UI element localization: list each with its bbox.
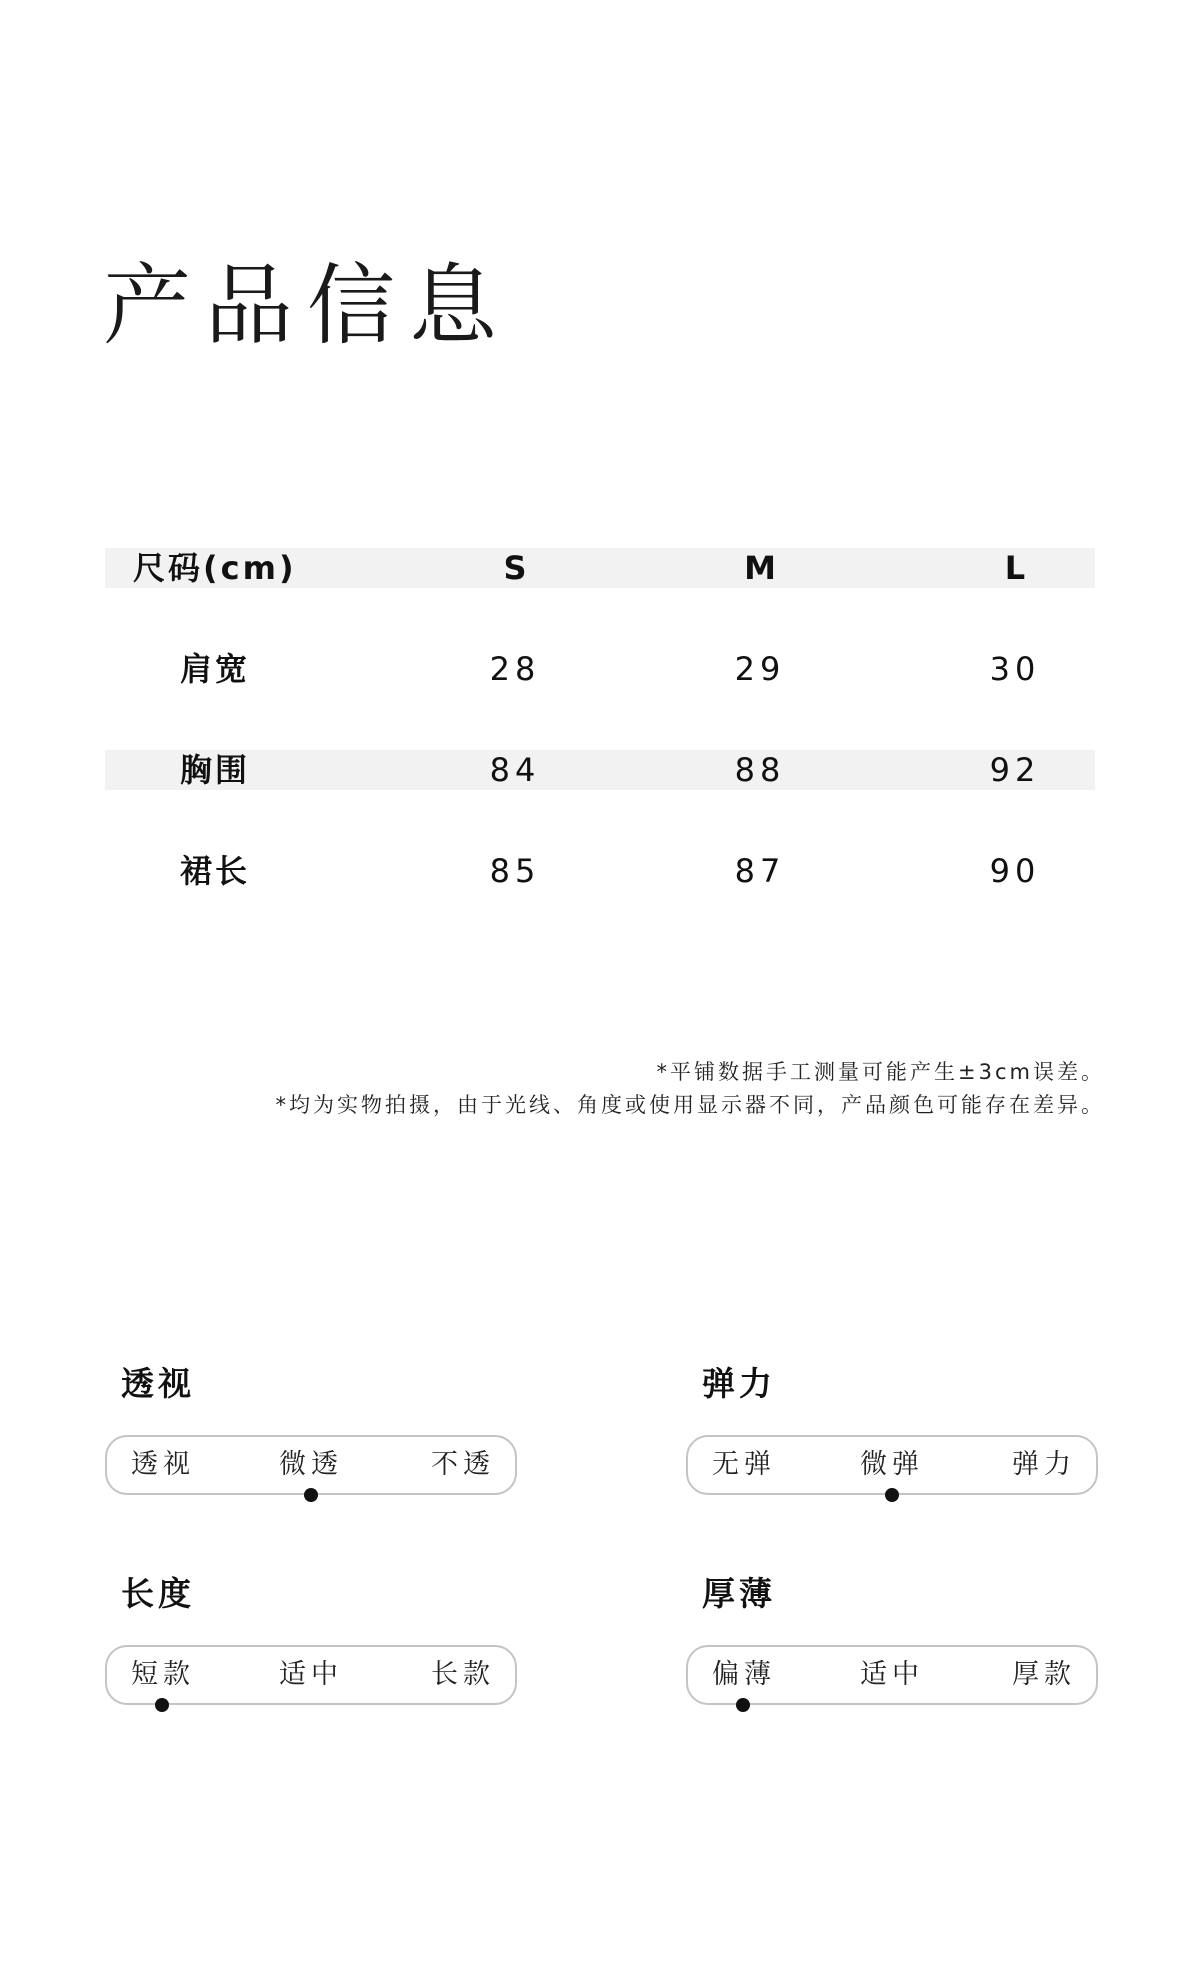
row-label: 肩宽 (179, 650, 250, 688)
value-m: 88 (734, 751, 786, 789)
value-l: 92 (989, 751, 1041, 789)
attribute-length (105, 1572, 517, 1705)
value-s: 85 (489, 852, 541, 890)
size-table (105, 548, 1095, 952)
size-header-m: M (744, 549, 776, 587)
table-row-shoulder (105, 649, 1095, 689)
page-title: 产品信息 (103, 254, 512, 357)
value-s: 84 (489, 751, 541, 789)
row-label: 胸围 (179, 751, 250, 789)
attribute-option: 弹力 (1012, 1449, 1076, 1480)
attribute-title: 透视 (121, 1364, 195, 1403)
table-row-chest (105, 750, 1095, 790)
attribute-title: 厚薄 (702, 1574, 776, 1613)
attribute-scale (105, 1435, 517, 1495)
attribute-option: 微弹 (860, 1449, 924, 1480)
table-header-row (105, 548, 1095, 588)
attribute-option: 适中 (279, 1659, 343, 1690)
value-l: 90 (989, 852, 1041, 890)
attribute-scale (686, 1435, 1098, 1495)
size-header-label: 尺码(cm) (133, 549, 297, 587)
row-label: 裙长 (179, 852, 250, 890)
attribute-option: 微透 (279, 1449, 343, 1480)
attribute-scale (686, 1645, 1098, 1705)
attribute-title: 弹力 (702, 1364, 776, 1403)
attribute-transparency (105, 1362, 517, 1495)
value-m: 29 (734, 650, 786, 688)
attribute-elasticity (686, 1362, 1098, 1495)
attribute-scale (105, 1645, 517, 1705)
indicator-dot (304, 1488, 318, 1502)
size-header-l: L (1004, 549, 1026, 587)
attribute-option: 透视 (131, 1449, 195, 1480)
attribute-title: 长度 (121, 1574, 195, 1613)
table-row-length (105, 851, 1095, 891)
attribute-option: 无弹 (712, 1449, 776, 1480)
attribute-option: 短款 (131, 1659, 195, 1690)
value-m: 87 (734, 852, 786, 890)
attribute-option: 不透 (431, 1449, 495, 1480)
attribute-option: 适中 (860, 1659, 924, 1690)
attribute-option: 厚款 (1012, 1659, 1076, 1690)
note-line: *平铺数据手工测量可能产生±3cm误差。 (656, 1060, 1105, 1084)
value-s: 28 (489, 650, 541, 688)
size-header-s: S (503, 549, 527, 587)
indicator-dot (736, 1698, 750, 1712)
attribute-thickness (686, 1572, 1098, 1705)
indicator-dot (885, 1488, 899, 1502)
value-l: 30 (989, 650, 1041, 688)
attribute-option: 长款 (431, 1659, 495, 1690)
note-line: *均为实物拍摄，由于光线、角度或使用显示器不同，产品颜色可能存在差异。 (275, 1093, 1105, 1117)
indicator-dot (155, 1698, 169, 1712)
attribute-option: 偏薄 (712, 1659, 776, 1690)
measurement-notes (276, 1056, 1106, 1122)
